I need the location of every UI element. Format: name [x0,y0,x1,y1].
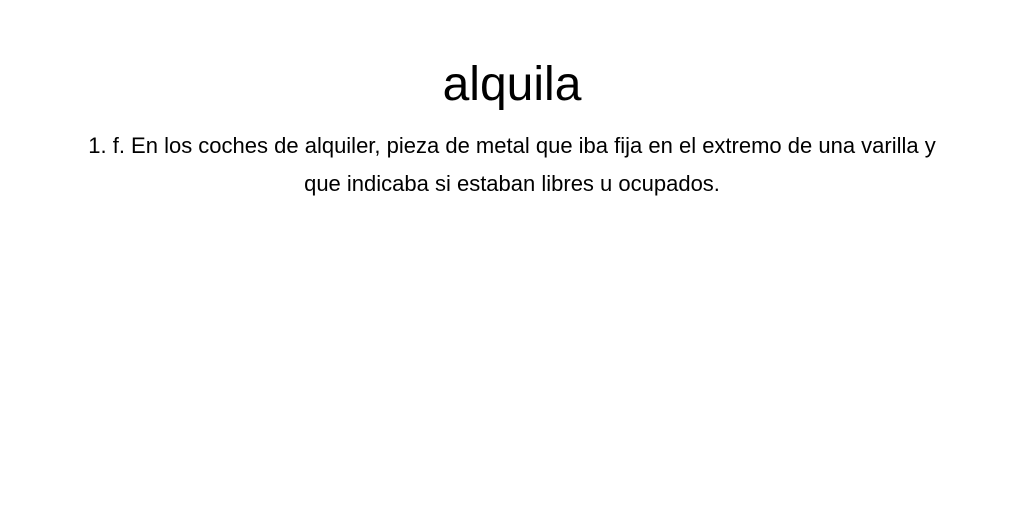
entry-definition: 1. f. En los coches de alquiler, pieza de metal que iba fija en el extremo de una varilla y que indicaba si estaban libres u ocupados. [88,133,936,196]
entry-term: alquila [442,58,582,111]
